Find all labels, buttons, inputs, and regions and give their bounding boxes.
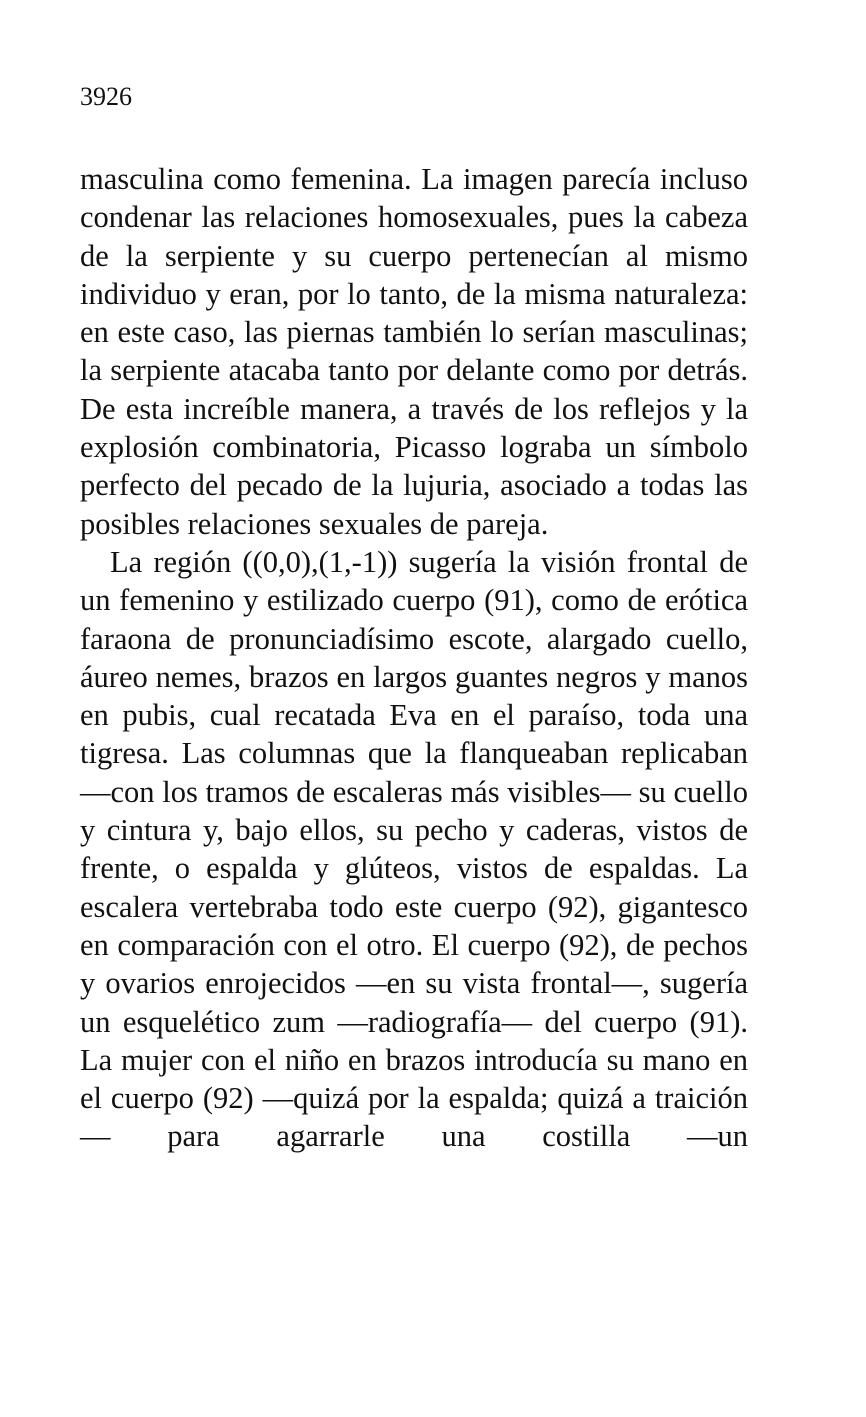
paragraph-continued: masculina como femenina. La imagen parecía incluso condenar las relaciones homosexuales, pues la cabeza de la serpiente y su cuerpo pertenecían al mismo individuo y eran, por lo tanto, de la misma naturaleza: en este caso, las piernas también lo serían masculinas; la serpiente atacaba tanto por delante como por detrás. De esta increíble manera, a través de los reflejos y la explosión combinatoria, Picasso lograba un símbolo perfecto del pecado de la lujuria, asociado a todas las posibles relaciones sexuales de pareja. (80, 162, 748, 541)
body-text (80, 160, 748, 1156)
paragraph-region: La región ((0,0),(1,-1)) sugería la visión frontal de un femenino y estilizado cuerpo (91), como de erótica faraona de pronunciadísimo escote, alargado cuello, áureo nemes, brazos en largos guantes negros y manos en pubis, cual recatada Eva en el paraíso, toda una tigresa. Las columnas que la flanqueaban replicaban —con los tramos de escaleras más visibles— su cuello y cintura y, bajo ellos, su pecho y caderas, vistos de frente, o espalda y glúteos, vistos de espaldas. La escalera vertebraba todo este cuerpo (92), gigantesco en comparación con el otro. El cuerpo (92), de pechos y ovarios enrojecidos —en su vista frontal—, sugería un esquelético zum —radiografía— del cuerpo (91). La mujer con el niño en brazos introducía su mano en el cuerpo (92) —quizá por la espalda; quizá a traición— para agarrarle una costilla —un (80, 544, 748, 1154)
page-number: 3926 (80, 82, 132, 111)
